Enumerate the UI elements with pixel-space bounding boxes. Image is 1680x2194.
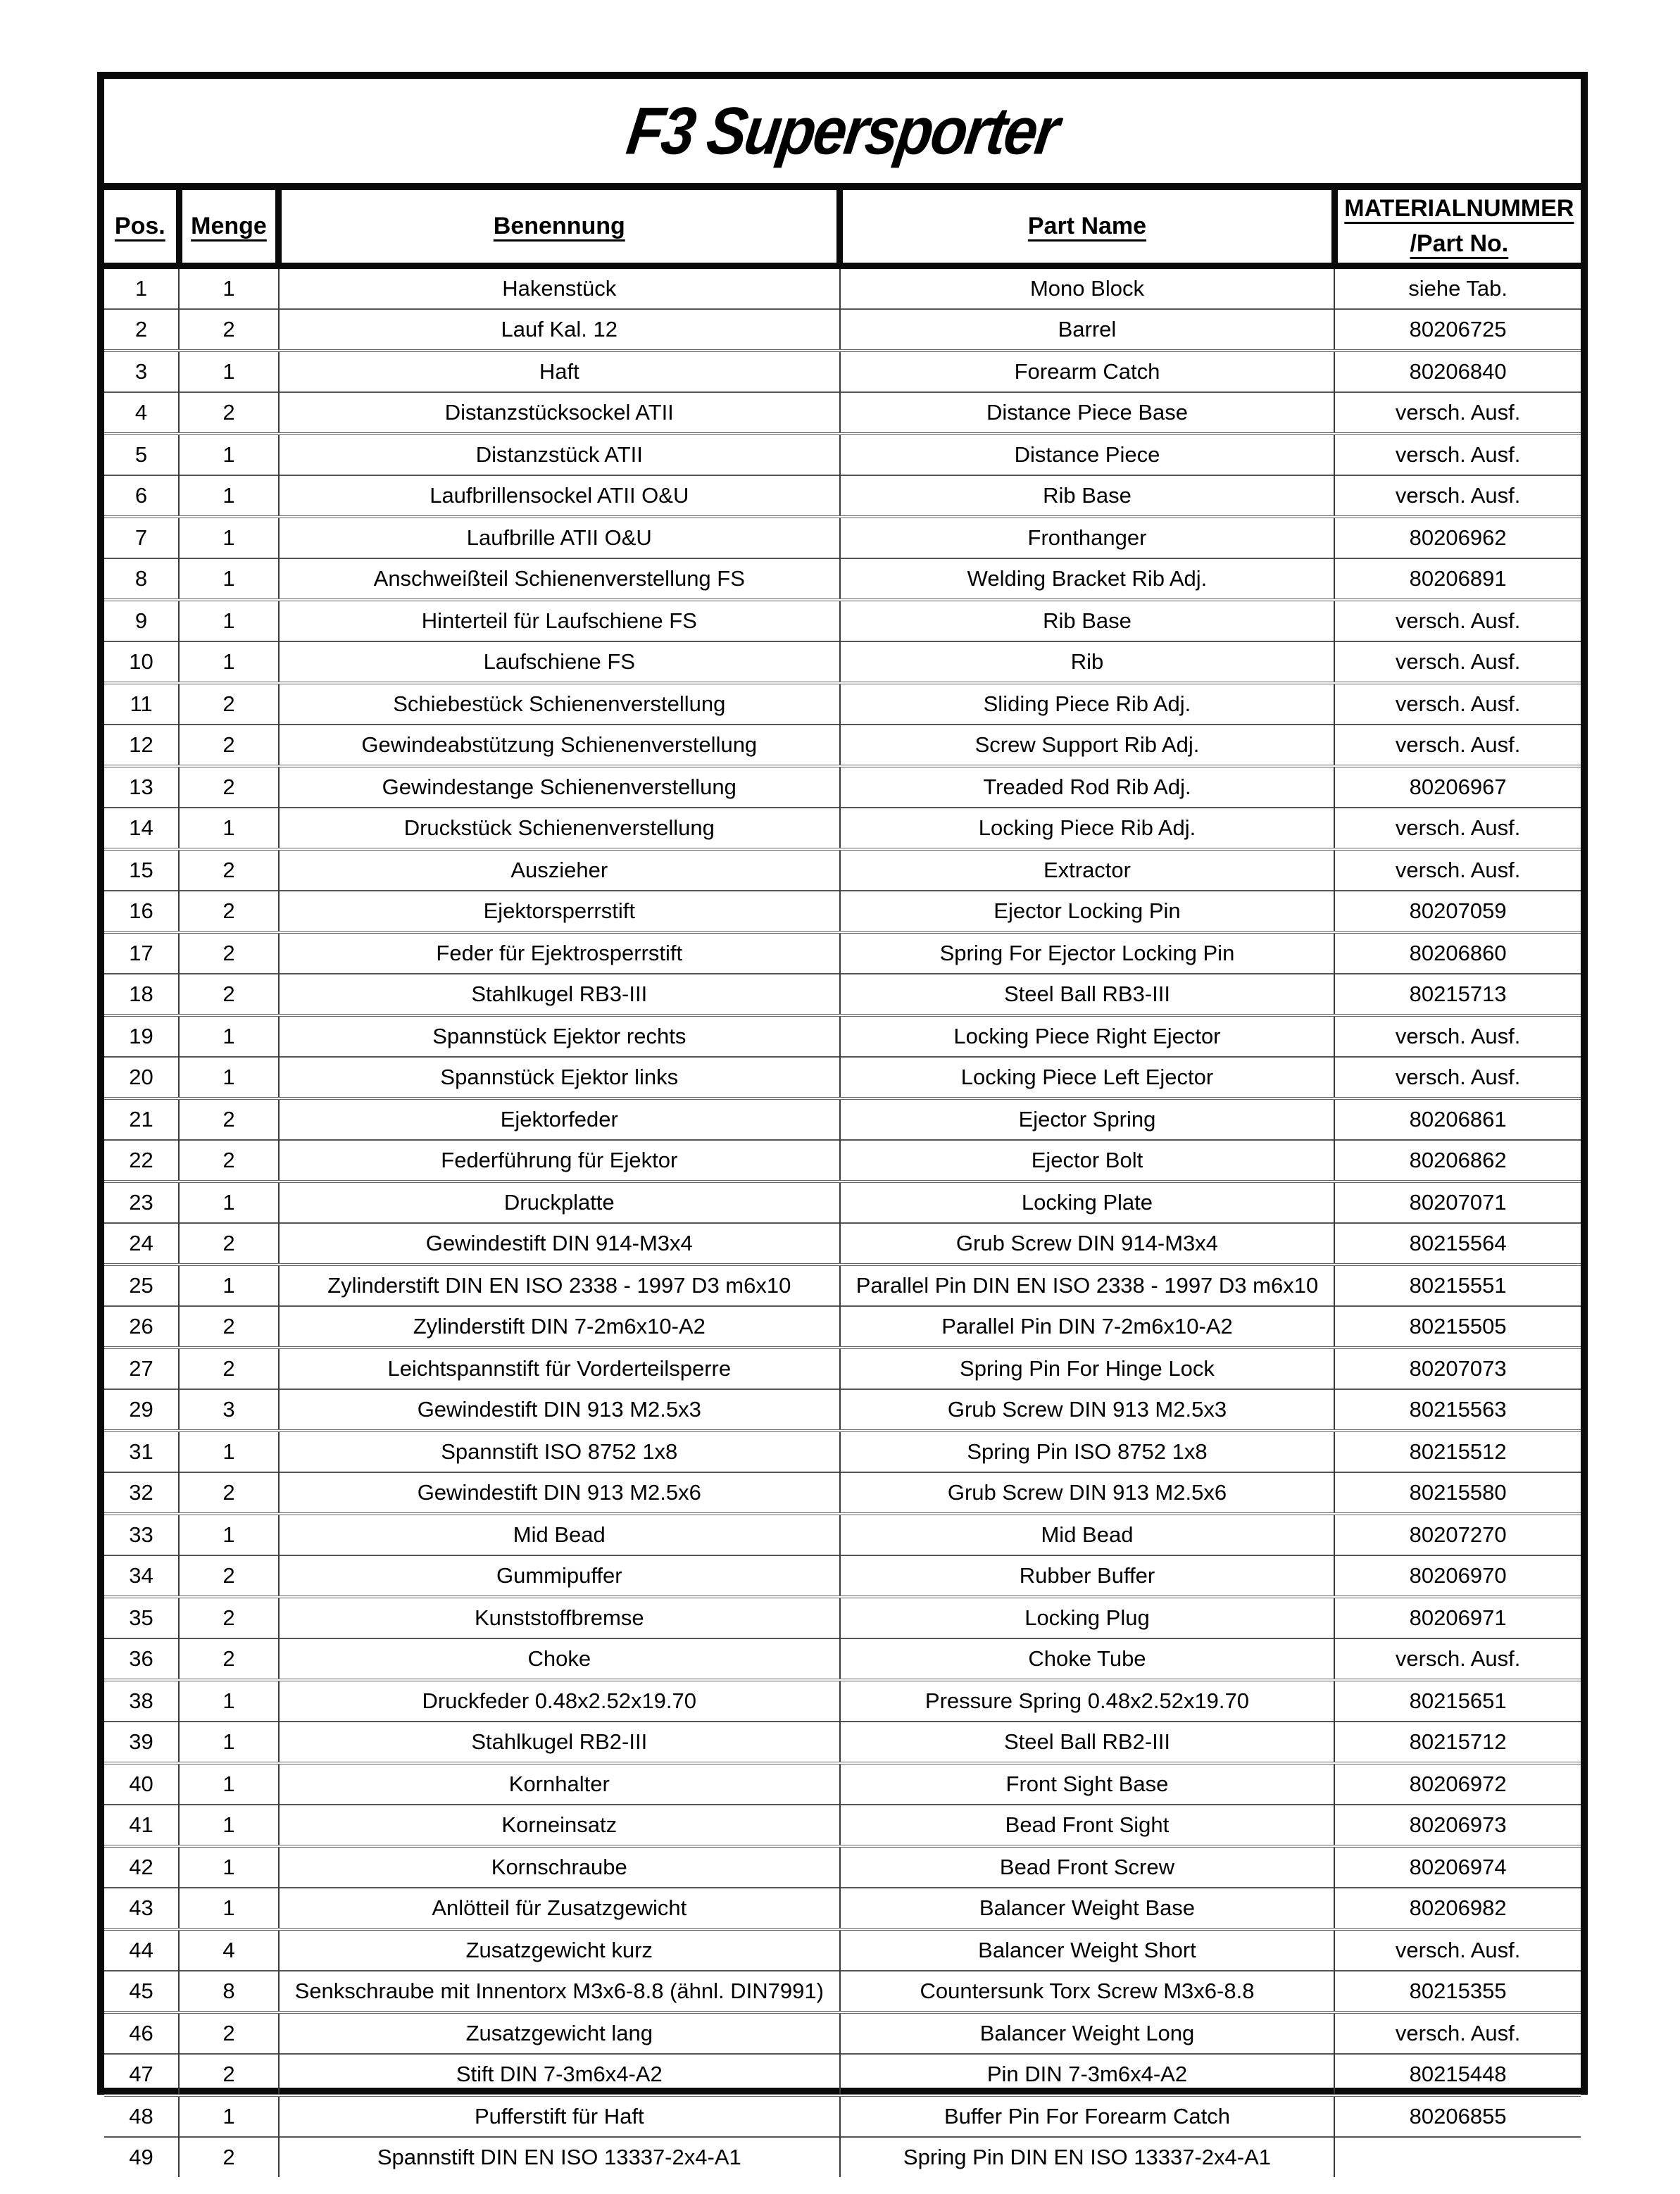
cell-menge: 2 [179,683,279,725]
table-row [104,1098,1581,1140]
table-row [104,1846,1581,1888]
cell-part-name: Screw Support Rib Adj. [840,725,1335,766]
cell-part-name: Extractor [840,849,1335,891]
table-row [104,1389,1581,1431]
cell-menge: 2 [179,974,279,1015]
cell-menge: 2 [179,309,279,351]
cell-part-name: Balancer Weight Long [840,2012,1335,2054]
cell-part-name: Grub Screw DIN 913 M2.5x6 [840,1472,1335,1514]
cell-part-no: 80206840 [1334,351,1581,392]
cell-menge: 2 [179,2137,279,2177]
cell-menge: 2 [179,766,279,808]
cell-part-no: versch. Ausf. [1334,2012,1581,2054]
cell-part-name: Locking Piece Rib Adj. [840,808,1335,849]
table-row [104,1680,1581,1722]
cell-menge: 3 [179,1389,279,1431]
cell-part-no: 80215713 [1334,974,1581,1015]
cell-menge: 1 [179,1181,279,1223]
cell-benennung: Laufbrille ATII O&U [279,517,840,558]
cell-part-no: versch. Ausf. [1334,434,1581,475]
cell-menge: 2 [179,1555,279,1597]
cell-benennung: Anlötteil für Zusatzgewicht [279,1888,840,1929]
cell-menge: 2 [179,891,279,932]
table-row [104,309,1581,351]
cell-menge: 1 [179,1888,279,1929]
table-row [104,641,1581,683]
cell-part-no: 80206862 [1334,1140,1581,1181]
table-row [104,1888,1581,1929]
cell-part-name: Rib Base [840,475,1335,517]
cell-part-no: 80206967 [1334,766,1581,808]
cell-pos: 27 [104,1348,179,1389]
cell-pos: 43 [104,1888,179,1929]
cell-pos: 41 [104,1805,179,1846]
cell-part-no: versch. Ausf. [1334,1929,1581,1971]
cell-pos: 20 [104,1057,179,1098]
cell-part-name: Sliding Piece Rib Adj. [840,683,1335,725]
cell-part-name: Barrel [840,309,1335,351]
cell-part-name: Steel Ball RB3-III [840,974,1335,1015]
cell-part-name: Spring Pin ISO 8752 1x8 [840,1431,1335,1472]
cell-menge: 1 [179,1015,279,1057]
table-body [104,266,1581,2178]
cell-part-no: 80215448 [1334,2054,1581,2095]
cell-benennung: Stahlkugel RB3-III [279,974,840,1015]
cell-pos: 17 [104,932,179,974]
cell-menge: 2 [179,1348,279,1389]
cell-benennung: Gewindestift DIN 913 M2.5x3 [279,1389,840,1431]
column-header-pos: Pos. [104,190,179,266]
cell-pos: 2 [104,309,179,351]
cell-menge: 1 [179,434,279,475]
table-row [104,932,1581,974]
cell-benennung: Druckplatte [279,1181,840,1223]
cell-pos: 4 [104,392,179,434]
cell-pos: 23 [104,1181,179,1223]
cell-menge: 1 [179,475,279,517]
cell-part-name: Bead Front Sight [840,1805,1335,1846]
cell-part-no: 80207059 [1334,891,1581,932]
cell-part-no: 80215651 [1334,1680,1581,1722]
table-row [104,600,1581,641]
column-header-menge: Menge [179,190,279,266]
table-row [104,2054,1581,2095]
table-row [104,1223,1581,1265]
cell-benennung: Gummipuffer [279,1555,840,1597]
cell-part-no: 80206962 [1334,517,1581,558]
cell-benennung: Choke [279,1638,840,1680]
cell-benennung: Spannstück Ejektor rechts [279,1015,840,1057]
cell-menge: 1 [179,1431,279,1472]
cell-pos: 34 [104,1555,179,1597]
cell-part-name: Choke Tube [840,1638,1335,1680]
cell-part-no: 80215712 [1334,1722,1581,1763]
table-row [104,434,1581,475]
cell-part-no: 80215563 [1334,1389,1581,1431]
cell-menge: 1 [179,1057,279,1098]
table-row [104,1431,1581,1472]
cell-menge: 2 [179,1140,279,1181]
cell-pos: 13 [104,766,179,808]
cell-pos: 26 [104,1306,179,1348]
cell-benennung: Zylinderstift DIN EN ISO 2338 - 1997 D3 m6x10 [279,1265,840,1306]
cell-menge: 1 [179,1265,279,1306]
cell-part-no: 80206973 [1334,1805,1581,1846]
parts-list-sheet [97,72,1588,2169]
cell-benennung: Anschweißteil Schienenverstellung FS [279,558,840,600]
cell-part-no: 80215551 [1334,1265,1581,1306]
cell-part-no: 80215580 [1334,1472,1581,1514]
cell-pos: 21 [104,1098,179,1140]
table-row [104,974,1581,1015]
table-row [104,392,1581,434]
cell-part-no: versch. Ausf. [1334,1015,1581,1057]
table-row [104,558,1581,600]
cell-pos: 9 [104,600,179,641]
table-row [104,808,1581,849]
cell-part-no: 80207073 [1334,1348,1581,1389]
cell-part-name: Balancer Weight Base [840,1888,1335,1929]
cell-benennung: Stahlkugel RB2-III [279,1722,840,1763]
cell-part-no: 80215512 [1334,1431,1581,1472]
table-row [104,725,1581,766]
table-row [104,1638,1581,1680]
cell-part-name: Ejector Locking Pin [840,891,1335,932]
cell-part-name: Locking Plug [840,1597,1335,1638]
title-box [104,79,1581,190]
cell-part-no: 80206982 [1334,1888,1581,1929]
table-row [104,2095,1581,2137]
cell-benennung: Spannstift DIN EN ISO 13337-2x4-A1 [279,2137,840,2177]
header-row [104,190,1581,266]
cell-pos: 1 [134,276,148,301]
cell-benennung: Haft [279,351,840,392]
cell-menge: 1 [179,641,279,683]
cell-part-name: Ejector Bolt [840,1140,1335,1181]
cell-pos: 25 [104,1265,179,1306]
cell-benennung: Laufschiene FS [279,641,840,683]
cell-part-no: 80206971 [1334,1597,1581,1638]
cell-part-name: Distance Piece [840,434,1335,475]
parts-table [104,190,1581,2177]
cell-part-name: Parallel Pin DIN EN ISO 2338 - 1997 D3 m6x10 [840,1265,1335,1306]
cell-benennung: Ejektorsperrstift [279,891,840,932]
cell-pos: 15 [104,849,179,891]
cell-benennung: Stift DIN 7-3m6x4-A2 [279,2054,840,2095]
cell-part-no: versch. Ausf. [1334,725,1581,766]
cell-menge: 1 [179,1722,279,1763]
cell-part-no: 80206861 [1334,1098,1581,1140]
table-row [104,683,1581,725]
cell-part-name: Locking Piece Right Ejector [840,1015,1335,1057]
cell-menge: 2 [179,849,279,891]
table-row [104,517,1581,558]
cell-benennung: Laufbrillensockel ATII O&U [279,475,840,517]
cell-benennung: Gewindeabstützung Schienenverstellung [279,725,840,766]
cell-benennung: Schiebestück Schienenverstellung [279,683,840,725]
material-number-line1: MATERIALNUMMER [1344,195,1574,222]
cell-pos: 3 [104,351,179,392]
table-row [104,1057,1581,1098]
cell-menge: 1 [179,2095,279,2137]
column-header-benennung: Benennung [279,190,840,266]
cell-part-no: 80215355 [1334,1971,1581,2012]
cell-menge: 1 [179,517,279,558]
cell-benennung: Pufferstift für Haft [279,2095,840,2137]
cell-menge: 1 [179,1680,279,1722]
cell-pos: 16 [104,891,179,932]
cell-part-no: 80206725 [1334,309,1581,351]
cell-part-name: Welding Bracket Rib Adj. [840,558,1335,600]
cell-benennung: Kunststoffbremse [279,1597,840,1638]
cell-part-no: versch. Ausf. [1334,475,1581,517]
cell-pos: 14 [104,808,179,849]
table-row [104,1763,1581,1805]
cell-menge: 2 [179,1597,279,1638]
cell-part-no: versch. Ausf. [1334,1638,1581,1680]
cell-menge: 1 [179,1763,279,1805]
cell-part-no: 80206974 [1334,1846,1581,1888]
cell-menge: 2 [179,1306,279,1348]
cell-benennung: Druckstück Schienenverstellung [279,808,840,849]
cell-menge: 2 [179,2054,279,2095]
cell-menge: 1 [179,351,279,392]
cell-menge: 2 [179,932,279,974]
cell-part-name: Countersunk Torx Screw M3x6-8.8 [840,1971,1335,2012]
cell-part-no: versch. Ausf. [1334,808,1581,849]
cell-part-name: Rib [840,641,1335,683]
cell-menge: 1 [179,808,279,849]
table-row [104,1140,1581,1181]
cell-menge: 2 [179,1638,279,1680]
cell-menge: 1 [179,558,279,600]
cell-part-no: 80215564 [1334,1223,1581,1265]
material-number-line2: /Part No. [1410,230,1509,257]
table-row [104,1015,1581,1057]
cell-pos: 31 [104,1431,179,1472]
cell-benennung: Zusatzgewicht lang [279,2012,840,2054]
table-row [104,2137,1581,2177]
cell-pos: 45 [104,1971,179,2012]
table-row [104,1514,1581,1555]
cell-menge: 1 [179,266,279,310]
table-row [104,766,1581,808]
cell-part-no: 80215505 [1334,1306,1581,1348]
cell-part-no: 80206860 [1334,932,1581,974]
table-row [104,1306,1581,1348]
cell-part-name: Spring Pin DIN EN ISO 13337-2x4-A1 [840,2137,1335,2177]
cell-part-name: Spring Pin For Hinge Lock [840,1348,1335,1389]
table-row [104,1971,1581,2012]
table-row [104,2012,1581,2054]
cell-part-name: Grub Screw DIN 913 M2.5x3 [840,1389,1335,1431]
cell-benennung: Zylinderstift DIN 7-2m6x10-A2 [279,1306,840,1348]
cell-part-name: Pressure Spring 0.48x2.52x19.70 [840,1680,1335,1722]
cell-part-no: versch. Ausf. [1334,683,1581,725]
cell-part-no: versch. Ausf. [1334,600,1581,641]
cell-pos: 49 [104,2137,179,2177]
cell-benennung: Gewindestange Schienenverstellung [279,766,840,808]
cell-part-name: Balancer Weight Short [840,1929,1335,1971]
table-row [104,849,1581,891]
cell-pos: 36 [104,1638,179,1680]
cell-pos: 44 [104,1929,179,1971]
cell-part-name: Distance Piece Base [840,392,1335,434]
table-row [104,891,1581,932]
cell-part-no: 80206972 [1334,1763,1581,1805]
column-header-part-name: Part Name [840,190,1335,266]
cell-part-no: versch. Ausf. [1334,641,1581,683]
table-row [104,1805,1581,1846]
cell-part-name: Locking Piece Left Ejector [840,1057,1335,1098]
cell-pos: 40 [104,1763,179,1805]
cell-part-name: Front Sight Base [840,1763,1335,1805]
cell-pos: 32 [104,1472,179,1514]
cell-menge: 1 [179,1514,279,1555]
cell-benennung: Gewindestift DIN 914-M3x4 [279,1223,840,1265]
cell-menge: 2 [179,1223,279,1265]
cell-part-name: Rib Base [840,600,1335,641]
cell-benennung: Kornhalter [279,1763,840,1805]
cell-benennung: Druckfeder 0.48x2.52x19.70 [279,1680,840,1722]
cell-menge: 1 [179,1846,279,1888]
table-row [104,1265,1581,1306]
cell-benennung: Federführung für Ejektor [279,1140,840,1181]
cell-pos: 19 [104,1015,179,1057]
cell-part-name: Forearm Catch [840,351,1335,392]
cell-benennung: Korneinsatz [279,1805,840,1846]
cell-part-no: versch. Ausf. [1334,849,1581,891]
cell-part-name: Rubber Buffer [840,1555,1335,1597]
cell-benennung: Senkschraube mit Innentorx M3x6-8.8 (ähnl. DIN7991) [279,1971,840,2012]
cell-benennung: Kornschraube [279,1846,840,1888]
cell-part-name: Steel Ball RB2-III [840,1722,1335,1763]
table-row [104,475,1581,517]
cell-menge: 1 [179,600,279,641]
table-row [104,266,1581,310]
cell-pos: 7 [104,517,179,558]
cell-menge: 2 [179,1472,279,1514]
cell-pos: 10 [104,641,179,683]
cell-menge: 4 [179,1929,279,1971]
column-header-material-number [1334,190,1581,266]
table-row [104,1555,1581,1597]
cell-benennung: Gewindestift DIN 913 M2.5x6 [279,1472,840,1514]
cell-pos: 38 [104,1680,179,1722]
cell-part-no: 80207071 [1334,1181,1581,1223]
table-row [104,1348,1581,1389]
page-title: F3 Supersporter [622,93,1062,168]
cell-pos: 29 [104,1389,179,1431]
cell-benennung: Spannstift ISO 8752 1x8 [279,1431,840,1472]
table-row [104,1472,1581,1514]
cell-benennung: Leichtspannstift für Vorderteilsperre [279,1348,840,1389]
cell-pos: 42 [104,1846,179,1888]
cell-benennung: Mid Bead [279,1514,840,1555]
cell-pos: 5 [104,434,179,475]
cell-menge: 2 [179,1098,279,1140]
cell-pos: 12 [104,725,179,766]
cell-pos: 33 [104,1514,179,1555]
table-row [104,1722,1581,1763]
cell-part-name: Mono Block [840,266,1335,310]
cell-pos: 35 [104,1597,179,1638]
cell-benennung: Distanzstück ATII [279,434,840,475]
cell-pos: 24 [104,1223,179,1265]
cell-part-name: Treaded Rod Rib Adj. [840,766,1335,808]
cell-part-no: 80206855 [1334,2095,1581,2137]
cell-benennung: Zusatzgewicht kurz [279,1929,840,1971]
cell-pos: 22 [104,1140,179,1181]
cell-benennung: Spannstück Ejektor links [279,1057,840,1098]
table-header [104,190,1581,266]
cell-part-no [1334,2137,1581,2177]
cell-pos: 11 [104,683,179,725]
cell-benennung: Ejektorfeder [279,1098,840,1140]
cell-pos: 6 [104,475,179,517]
table-row [104,351,1581,392]
cell-benennung: Hakenstück [279,266,840,310]
cell-pos: 47 [104,2054,179,2095]
cell-part-no: 80206891 [1334,558,1581,600]
table-row [104,1597,1581,1638]
cell-menge: 1 [179,1805,279,1846]
cell-benennung: Lauf Kal. 12 [279,309,840,351]
cell-benennung: Auszieher [279,849,840,891]
cell-part-name: Locking Plate [840,1181,1335,1223]
cell-pos: 46 [104,2012,179,2054]
cell-part-no: 80207270 [1334,1514,1581,1555]
cell-part-name: Fronthanger [840,517,1335,558]
cell-part-name: Parallel Pin DIN 7-2m6x10-A2 [840,1306,1335,1348]
cell-part-name: Mid Bead [840,1514,1335,1555]
cell-benennung: Hinterteil für Laufschiene FS [279,600,840,641]
cell-part-no: versch. Ausf. [1334,1057,1581,1098]
cell-part-no: siehe Tab. [1334,266,1581,310]
cell-benennung: Distanzstücksockel ATII [279,392,840,434]
cell-part-name: Bead Front Screw [840,1846,1335,1888]
cell-part-name: Ejector Spring [840,1098,1335,1140]
cell-pos: 8 [104,558,179,600]
cell-pos: 48 [104,2095,179,2137]
cell-menge: 2 [179,725,279,766]
cell-part-no: 80206970 [1334,1555,1581,1597]
cell-menge: 2 [179,2012,279,2054]
cell-part-name: Buffer Pin For Forearm Catch [840,2095,1335,2137]
cell-menge: 2 [179,392,279,434]
cell-part-name: Pin DIN 7-3m6x4-A2 [840,2054,1335,2095]
cell-pos: 39 [104,1722,179,1763]
cell-part-no: versch. Ausf. [1334,392,1581,434]
cell-pos: 18 [104,974,179,1015]
cell-part-name: Grub Screw DIN 914-M3x4 [840,1223,1335,1265]
cell-part-name: Spring For Ejector Locking Pin [840,932,1335,974]
table-row [104,1181,1581,1223]
cell-menge: 8 [179,1971,279,2012]
cell-benennung: Feder für Ejektrosperrstift [279,932,840,974]
table-row [104,1929,1581,1971]
